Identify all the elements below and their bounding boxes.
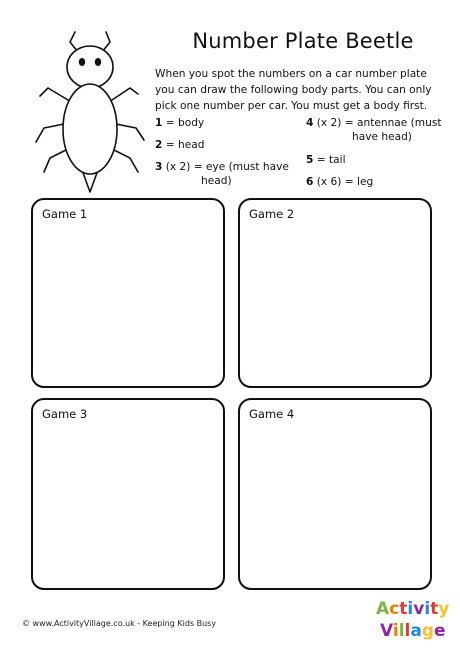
beetle-drawing xyxy=(30,22,152,194)
copyright-footer: © www.ActivityVillage.co.uk - Keeping Kids Busy xyxy=(22,619,217,628)
game-box-4 xyxy=(238,398,432,590)
rule-head: 2 = head xyxy=(155,139,205,151)
game-label: Game 3 xyxy=(42,407,88,421)
rule-body: 1 = body xyxy=(155,117,205,129)
game-label: Game 4 xyxy=(249,407,295,421)
rule-tail: 5 = tail xyxy=(306,154,346,166)
logo-line-2: Village xyxy=(380,621,446,641)
game-label: Game 1 xyxy=(42,207,88,221)
game-box-1 xyxy=(31,198,225,388)
game-box-3 xyxy=(31,398,225,590)
right-eye xyxy=(95,58,101,66)
game-box-2 xyxy=(238,198,432,388)
rule-leg: 6 (x 6) = leg xyxy=(306,176,374,188)
page-title: Number Plate Beetle xyxy=(192,29,414,53)
rule-antennae: 4 (x 2) = antennae (must have head) xyxy=(306,117,442,143)
instructions-text: When you spot the numbers on a car number plate you can draw the following body parts. You can only pick one number per car. You must get a body first. xyxy=(155,68,432,112)
activity-village-logo xyxy=(374,594,450,642)
game-label: Game 2 xyxy=(249,207,295,221)
rule-eye: 3 (x 2) = eye (must have head) xyxy=(155,161,289,187)
logo-line-1: Activity xyxy=(376,599,450,619)
left-eye xyxy=(79,58,85,66)
